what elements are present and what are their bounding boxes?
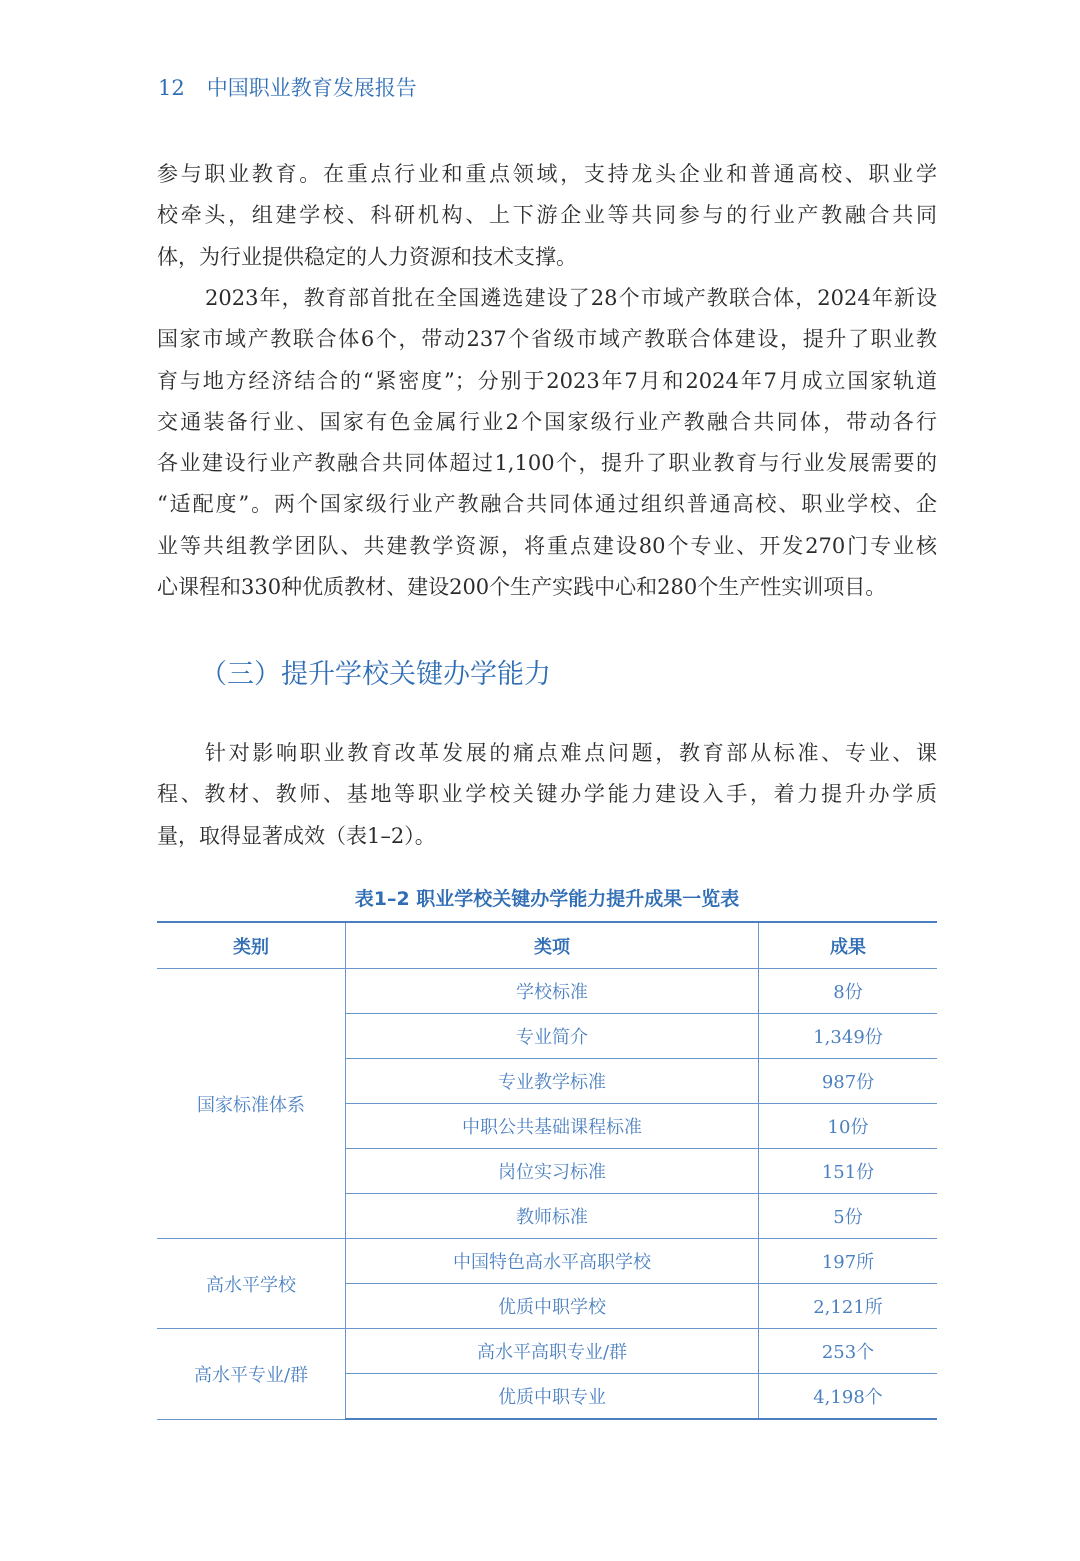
book-title: 中国职业教育发展报告 xyxy=(206,76,417,100)
text-line: 国家市域产教联合体6个，带动237个省级市域产教联合体建设，提升了职业教 xyxy=(157,327,937,352)
item-cell: 专业简介 xyxy=(346,1014,759,1059)
item-cell: 教师标准 xyxy=(346,1194,759,1239)
result-cell: 8份 xyxy=(759,969,938,1014)
paragraph xyxy=(157,278,937,608)
category-cell: 国家标准体系 xyxy=(157,969,346,1239)
column-header: 类别 xyxy=(157,922,346,969)
paragraph xyxy=(157,154,937,278)
result-cell: 253个 xyxy=(759,1329,938,1374)
text-line: 参与职业教育。在重点行业和重点领域，支持龙头企业和普通高校、职业学 xyxy=(157,162,937,186)
column-header: 成果 xyxy=(759,922,938,969)
result-cell: 197所 xyxy=(759,1239,938,1284)
table-header-row xyxy=(157,922,937,969)
result-cell: 2,121所 xyxy=(759,1284,938,1329)
result-cell: 4,198个 xyxy=(759,1374,938,1420)
item-cell: 高水平高职专业/群 xyxy=(346,1329,759,1374)
result-cell: 10份 xyxy=(759,1104,938,1149)
page-number: 12 xyxy=(158,76,185,100)
table-caption: 表1–2 职业学校关键办学能力提升成果一览表 xyxy=(354,888,740,910)
category-cell: 高水平专业/群 xyxy=(157,1329,346,1420)
text-line: 校牵头，组建学校、科研机构、上下游企业等共同参与的行业产教融合共同 xyxy=(157,203,937,228)
text-line: 交通装备行业、国家有色金属行业2个国家级行业产教融合共同体，带动各行 xyxy=(157,409,937,434)
text-line: 育与地方经济结合的“紧密度”；分别于2023年7月和2024年7月成立国家轨道 xyxy=(157,368,937,393)
text-line: “适配度”。两个国家级行业产教融合共同体通过组织普通高校、职业学校、企 xyxy=(157,492,937,517)
item-cell: 专业教学标准 xyxy=(346,1059,759,1104)
item-cell: 中职公共基础课程标准 xyxy=(346,1104,759,1149)
text-line: 业等共组教学团队、共建教学资源，将重点建设80个专业、开发270门专业核 xyxy=(157,533,937,558)
text-line: 针对影响职业教育改革发展的痛点难点问题，教育部从标准、专业、课 xyxy=(205,741,937,765)
table-row xyxy=(157,1329,937,1374)
result-cell: 987份 xyxy=(759,1059,938,1104)
item-cell: 优质中职专业 xyxy=(346,1374,759,1420)
category-cell: 高水平学校 xyxy=(157,1239,346,1329)
column-header: 类项 xyxy=(346,922,759,969)
item-cell: 学校标准 xyxy=(346,969,759,1014)
result-cell: 5份 xyxy=(759,1194,938,1239)
running-header xyxy=(158,72,417,102)
results-table xyxy=(157,921,937,1420)
item-cell: 岗位实习标准 xyxy=(346,1149,759,1194)
text-line: 心课程和330种优质教材、建设200个生产实践中心和280个生产性实训项目。 xyxy=(157,575,887,600)
text-line: 各业建设行业产教融合共同体超过1,100个，提升了职业教育与行业发展需要的 xyxy=(157,451,937,476)
text-line: 程、教材、教师、基地等职业学校关键办学能力建设入手，着力提升办学质 xyxy=(157,782,937,807)
paragraph xyxy=(157,733,937,857)
text-line: 体，为行业提供稳定的人力资源和技术支撑。 xyxy=(157,244,577,269)
text-line: 2023年，教育部首批在全国遴选建设了28个市域产教联合体，2024年新设 xyxy=(205,286,937,310)
table-row xyxy=(157,1239,937,1284)
text-line: 量，取得显著成效（表1–2）。 xyxy=(157,823,436,848)
result-cell: 1,349份 xyxy=(759,1014,938,1059)
item-cell: 中国特色高水平高职学校 xyxy=(346,1239,759,1284)
result-cell: 151份 xyxy=(759,1149,938,1194)
table-row xyxy=(157,969,937,1014)
item-cell: 优质中职学校 xyxy=(346,1284,759,1329)
section-heading: （三）提升学校关键办学能力 xyxy=(200,659,551,690)
